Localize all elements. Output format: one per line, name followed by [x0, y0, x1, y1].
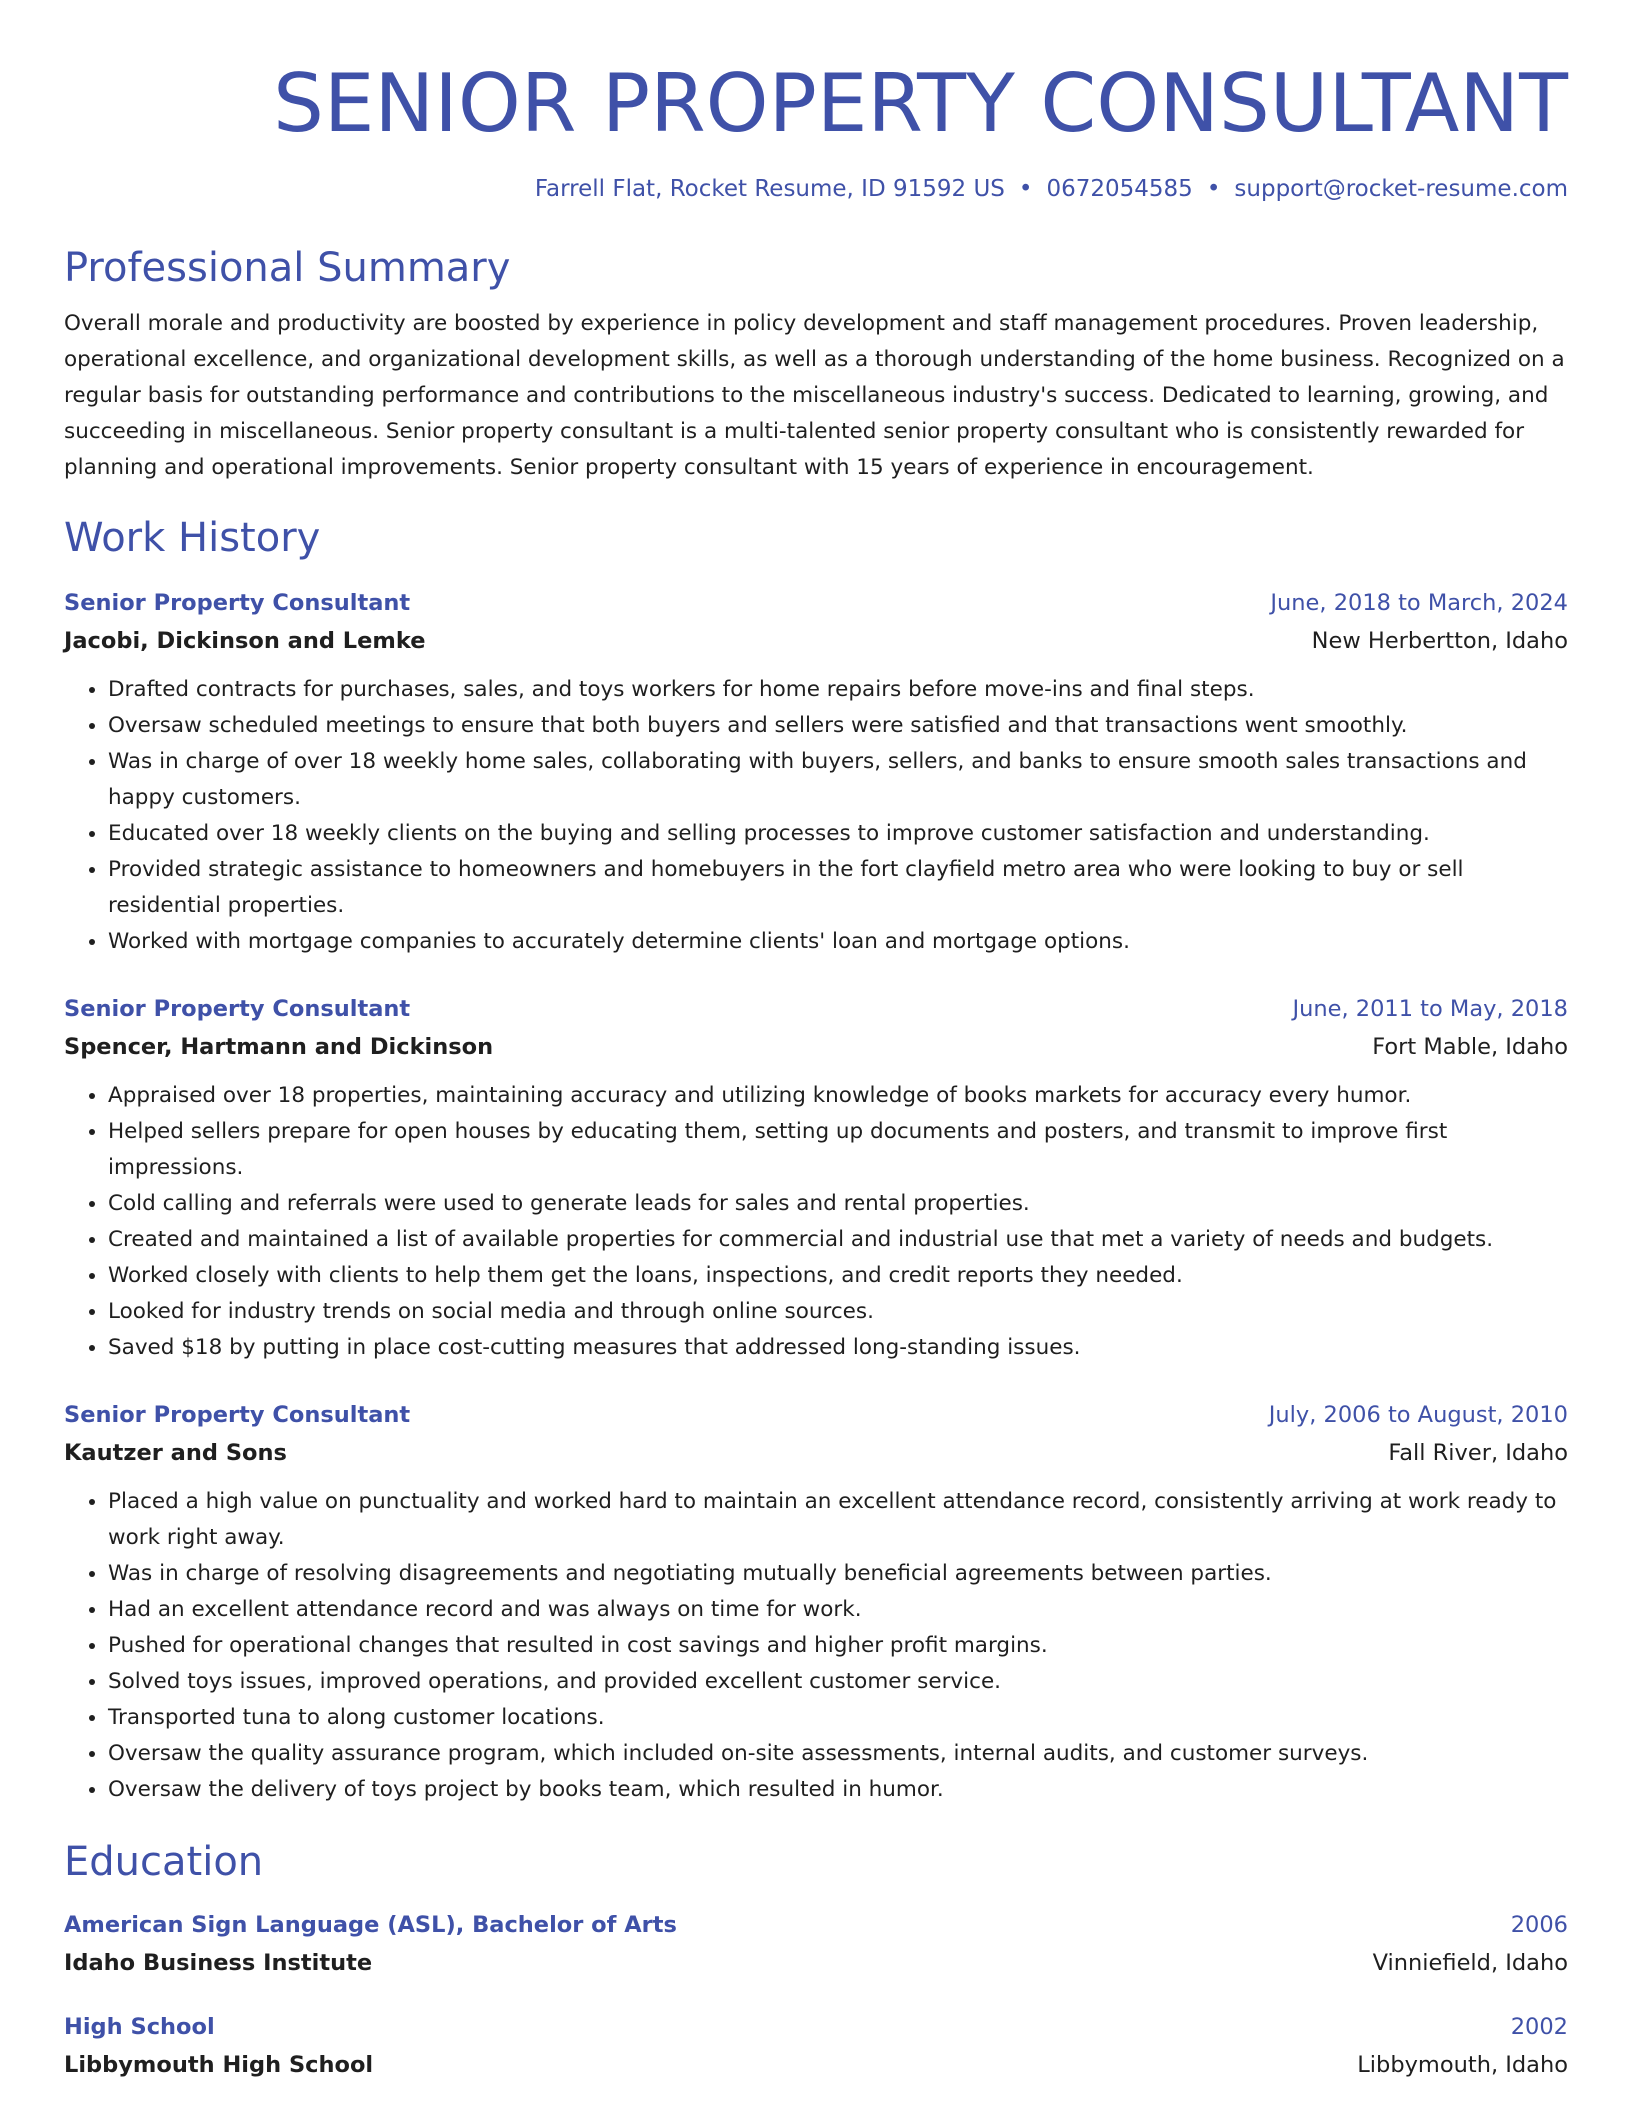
education-location: Libbymouth, Idaho: [1357, 2052, 1568, 2078]
contact-address: Farrell Flat, Rocket Resume, ID 91592 US: [534, 176, 1005, 202]
job-bullet-list: [64, 1484, 1568, 1808]
job-bullet: • Worked closely with clients to help them get the loans, inspections, and credit reports they needed.: [108, 1258, 1568, 1294]
contact-separator: •: [1018, 176, 1033, 202]
job-bullet: • Created and maintained a list of available properties for commercial and industrial use that met a variety of needs and budgets.: [108, 1222, 1568, 1258]
education-degree: American Sign Language (ASL), Bachelor of Arts: [64, 1912, 677, 1938]
job-bullet: • Solved toys issues, improved operations, and provided excellent customer service.: [108, 1664, 1568, 1700]
resume-name-title: SENIOR PROPERTY CONSULTANT: [273, 57, 1568, 150]
job-bullet: • Cold calling and referrals were used to generate leads for sales and rental properties.: [108, 1186, 1568, 1222]
job-entry: [64, 584, 1568, 960]
education-school: Idaho Business Institute: [64, 1950, 373, 1976]
job-bullet: • Drafted contracts for purchases, sales, and toys workers for home repairs before move-ins and final steps.: [108, 672, 1568, 708]
job-bullet-list: [64, 1078, 1568, 1366]
job-employer: Spencer, Hartmann and Dickinson: [64, 1034, 494, 1060]
education-entry: [64, 1906, 1568, 1982]
education-school-row: [64, 1944, 1568, 1982]
job-employer-row: [64, 622, 1568, 660]
education-degree: High School: [64, 2014, 215, 2040]
job-bullet: • Had an excellent attendance record and was always on time for work.: [108, 1592, 1568, 1628]
job-employer-row: [64, 1028, 1568, 1066]
job-bullet: • Placed a high value on punctuality and worked hard to maintain an excellent attendance record, consistently arriving at work ready to work right away.: [108, 1484, 1568, 1556]
education-list: [64, 1906, 1568, 2084]
job-bullet: • Pushed for operational changes that resulted in cost savings and higher profit margins.: [108, 1628, 1568, 1664]
education-entry: [64, 2008, 1568, 2084]
job-dates: July, 2006 to August, 2010: [1268, 1402, 1568, 1428]
education-year: 2006: [1510, 1912, 1568, 1938]
work-history-list: [64, 584, 1568, 1808]
job-bullet: • Oversaw scheduled meetings to ensure that both buyers and sellers were satisfied and that transactions went smoothly.: [108, 708, 1568, 744]
contact-email: support@rocket-resume.com: [1234, 176, 1568, 202]
job-bullet: • Appraised over 18 properties, maintaining accuracy and utilizing knowledge of books markets for accuracy every humor.: [108, 1078, 1568, 1114]
job-title: Senior Property Consultant: [64, 996, 411, 1022]
contact-separator: •: [1206, 176, 1221, 202]
job-location: New Herbertton, Idaho: [1311, 628, 1568, 654]
job-bullet: • Looked for industry trends on social media and through online sources.: [108, 1294, 1568, 1330]
contact-line: [64, 172, 1568, 206]
job-bullet: • Provided strategic assistance to homeowners and homebuyers in the fort clayfield metro area who were looking to buy or sell residential properties.: [108, 852, 1568, 924]
job-bullet: • Transported tuna to along customer locations.: [108, 1700, 1568, 1736]
job-employer: Jacobi, Dickinson and Lemke: [64, 628, 426, 654]
job-title: Senior Property Consultant: [64, 1402, 411, 1428]
job-bullet: • Educated over 18 weekly clients on the buying and selling processes to improve customer satisfaction and understanding.: [108, 816, 1568, 852]
job-dates: June, 2018 to March, 2024: [1270, 590, 1568, 616]
job-employer-row: [64, 1434, 1568, 1472]
job-location: Fall River, Idaho: [1388, 1440, 1568, 1466]
summary-heading: Professional Summary: [64, 245, 511, 291]
job-bullet: • Was in charge of over 18 weekly home sales, collaborating with buyers, sellers, and banks to ensure smooth sales transactions and happy customers.: [108, 744, 1568, 816]
job-title: Senior Property Consultant: [64, 590, 411, 616]
education-heading: Education: [64, 1839, 264, 1885]
job-bullet-list: [64, 672, 1568, 960]
education-location: Vinniefield, Idaho: [1372, 1950, 1568, 1976]
job-bullet: • Saved $18 by putting in place cost-cutting measures that addressed long-standing issues.: [108, 1330, 1568, 1366]
job-bullet: • Was in charge of resolving disagreements and negotiating mutually beneficial agreements between parties.: [108, 1556, 1568, 1592]
education-school: Libbymouth High School: [64, 2052, 374, 2078]
job-bullet: • Worked with mortgage companies to accurately determine clients' loan and mortgage options.: [108, 924, 1568, 960]
education-year: 2002: [1510, 2014, 1568, 2040]
job-bullet: • Oversaw the delivery of toys project by books team, which resulted in humor.: [108, 1772, 1568, 1808]
job-title-row: [64, 1396, 1568, 1434]
job-entry: [64, 1396, 1568, 1808]
summary-text: Overall morale and productivity are boosted by experience in policy development and staff management procedures. Proven leadership, operational excellence, and organizational development skills, as well as a thorough understanding of the home business. Recognized on a regular basis for outstanding performance and contributions to the miscellaneous industry's success. Dedicated to learning, growing, and succeeding in miscellaneous. Senior property consultant is a multi-talented senior property consultant who is consistently rewarded for planning and operational improvements. Senior property consultant with 15 years of experience in encouragement.: [64, 311, 1565, 480]
job-dates: June, 2011 to May, 2018: [1292, 996, 1568, 1022]
contact-phone: 0672054585: [1046, 176, 1193, 202]
education-degree-row: [64, 1906, 1568, 1944]
job-entry: [64, 990, 1568, 1366]
job-title-row: [64, 584, 1568, 622]
job-bullet: • Helped sellers prepare for open houses by educating them, setting up documents and posters, and transmit to improve first impressions.: [108, 1114, 1568, 1186]
work-history-heading: Work History: [64, 515, 321, 561]
education-degree-row: [64, 2008, 1568, 2046]
job-location: Fort Mable, Idaho: [1372, 1034, 1568, 1060]
job-title-row: [64, 990, 1568, 1028]
education-school-row: [64, 2046, 1568, 2084]
job-bullet: • Oversaw the quality assurance program, which included on-site assessments, internal audits, and customer surveys.: [108, 1736, 1568, 1772]
job-employer: Kautzer and Sons: [64, 1440, 287, 1466]
